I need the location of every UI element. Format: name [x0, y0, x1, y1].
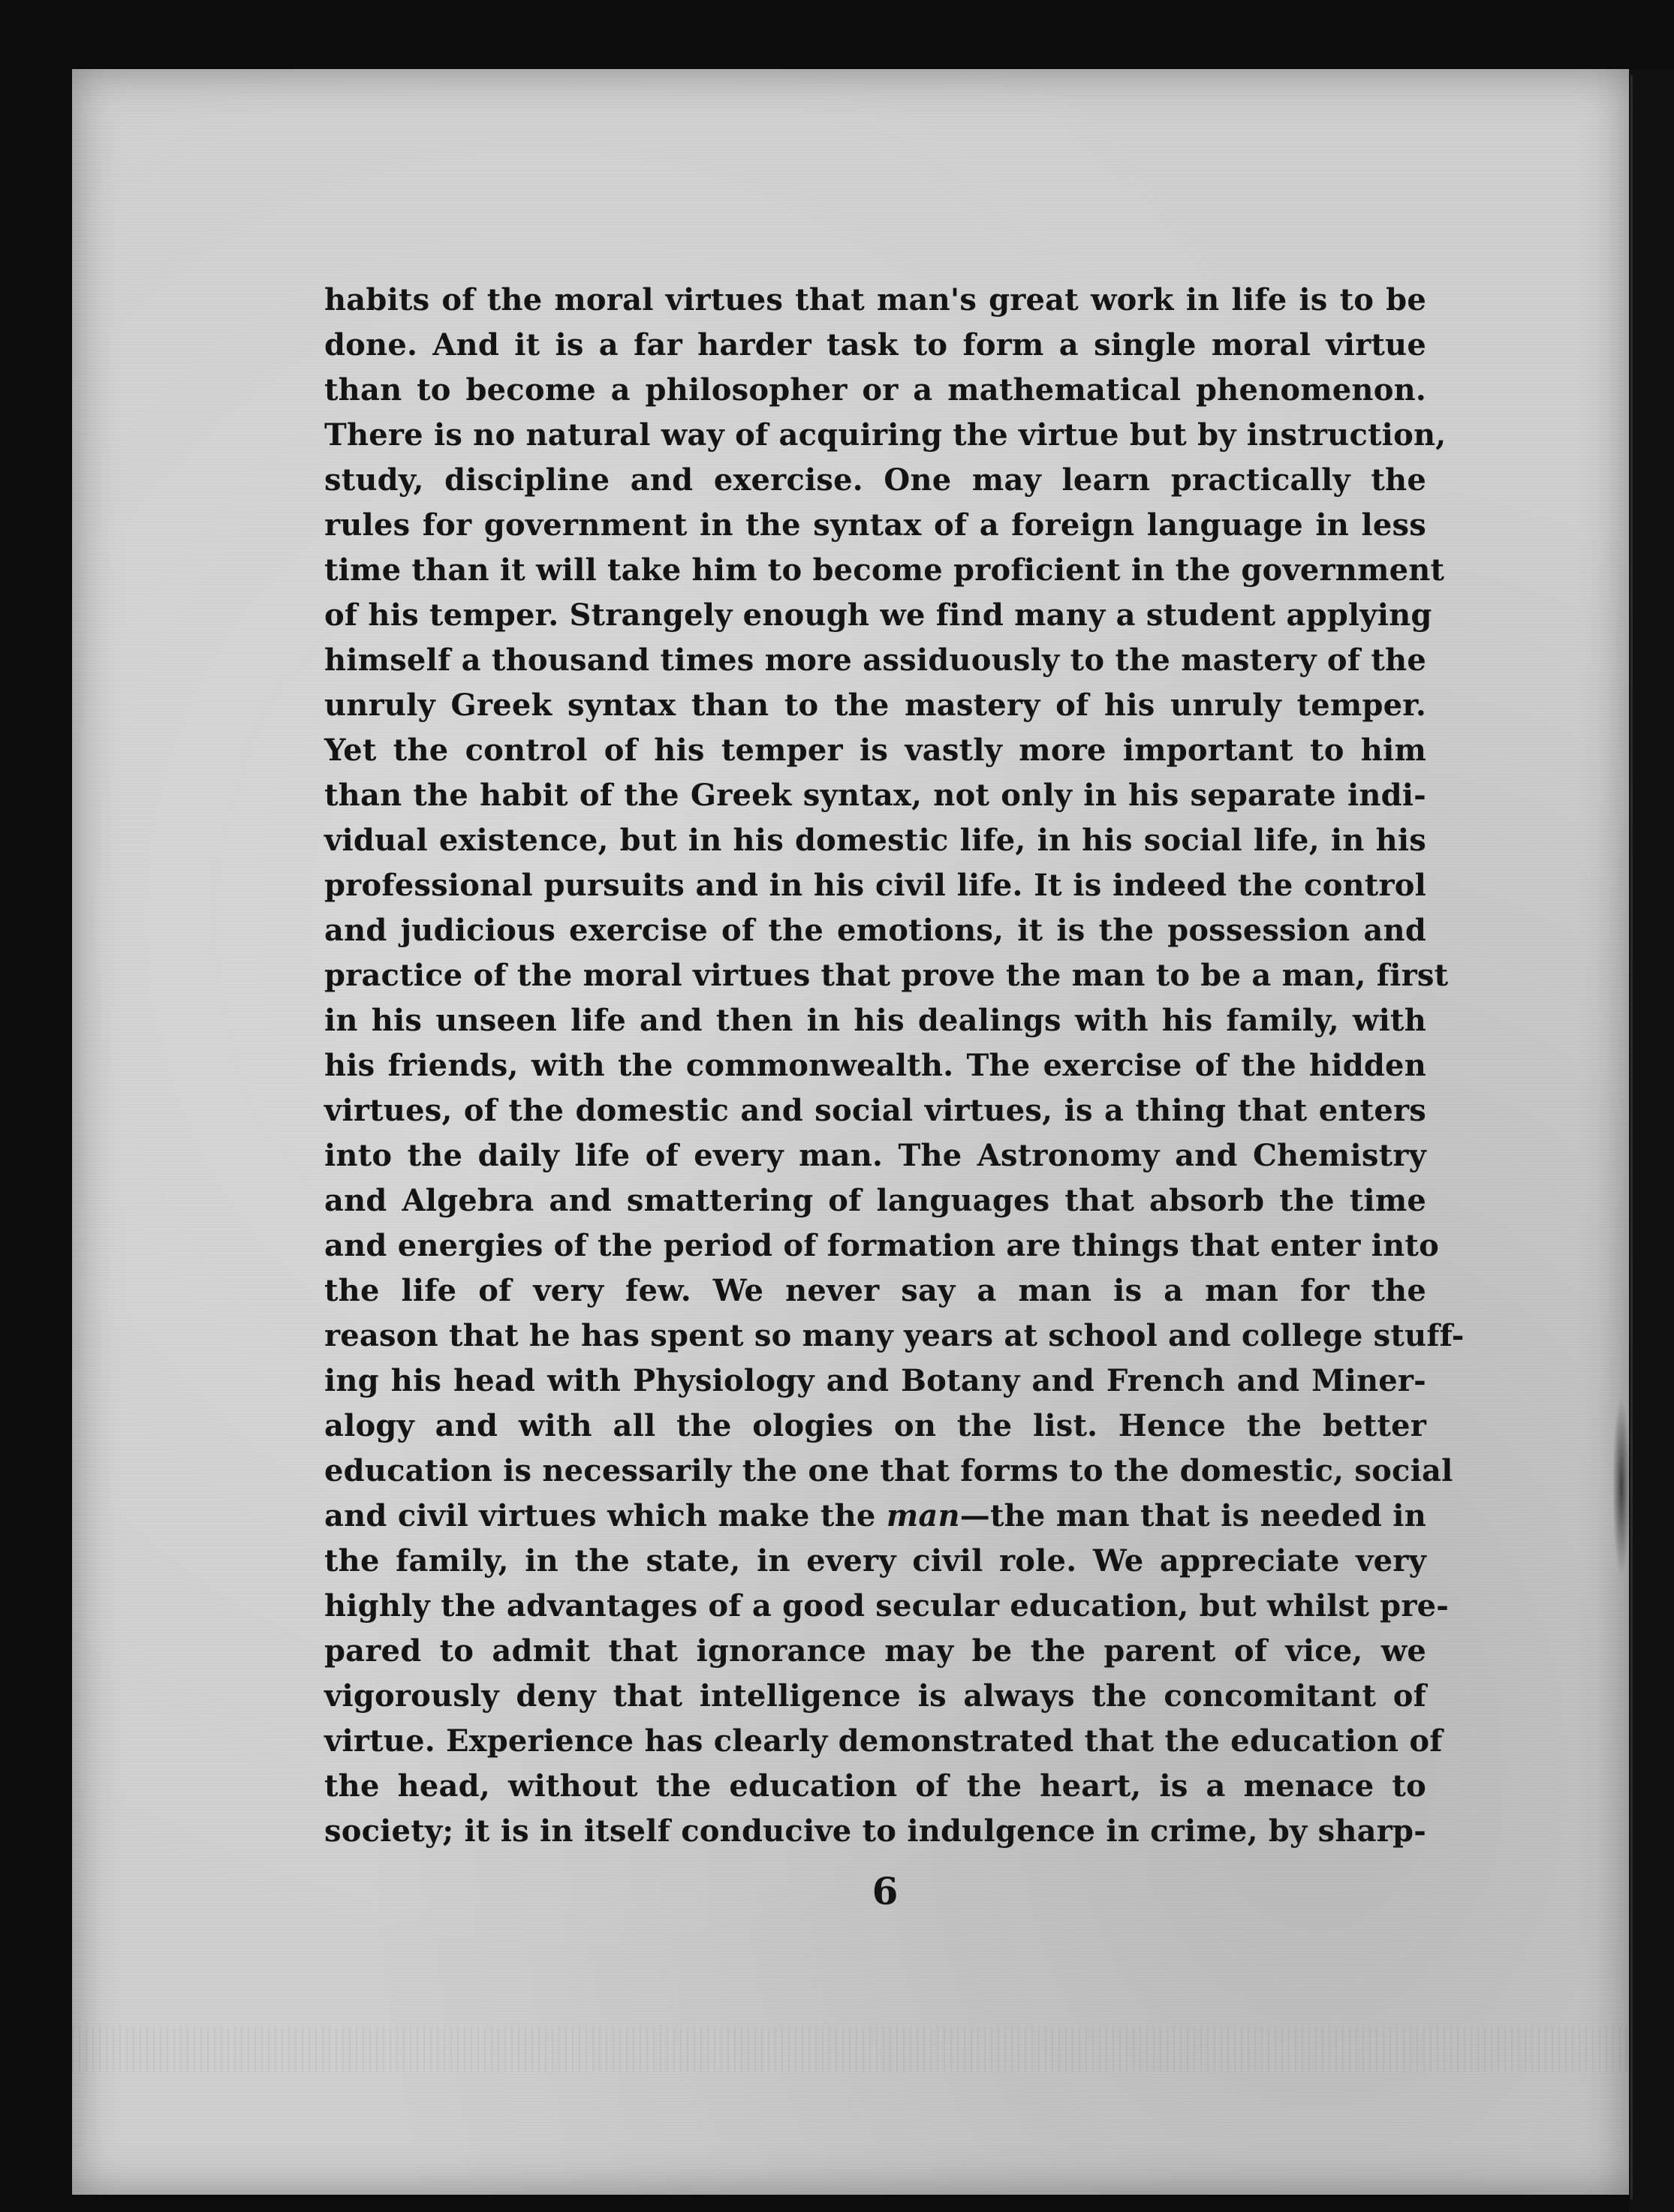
text-line: reason that he has spent so many years at school and college stuff-: [324, 1318, 1465, 1353]
text-line: the family, in the state, in every civil role. We appreciate very: [324, 1543, 1426, 1578]
text-line: done. And it is a far harder task to form a single moral virtue: [324, 327, 1426, 363]
text-line: ing his head with Physiology and Botany and French and Miner-: [324, 1363, 1426, 1398]
text-line: professional pursuits and in his civil life. It is indeed the control: [324, 868, 1426, 903]
text-line: vidual existence, but in his domestic life, in his social life, in his: [324, 823, 1426, 858]
text-line: of his temper. Strangely enough we find many a student applying: [324, 597, 1432, 633]
text-line: virtues, of the domestic and social virtues, is a thing that enters: [324, 1093, 1426, 1128]
text-line: alogy and with all the ologies on the list. Hence the better: [324, 1408, 1426, 1443]
text-run: and civil virtues which make the: [324, 1498, 887, 1533]
text-line: himself a thousand times more assiduously to the mastery of the: [324, 643, 1426, 678]
scan-smudge: [1612, 1396, 1630, 1576]
italic-word: man: [886, 1498, 960, 1533]
text-line: rules for government in the syntax of a foreign language in less: [324, 507, 1426, 543]
text-line: vigorously deny that intelligence is always the concomitant of: [324, 1678, 1426, 1714]
text-line: and judicious exercise of the emotions, it is the possession and: [324, 913, 1426, 948]
text-line: and energies of the period of formation are things that enter into: [324, 1228, 1439, 1263]
text-line: There is no natural way of acquiring the virtue but by instruction,: [324, 417, 1447, 453]
scan-artifact-band: [72, 2027, 1629, 2072]
text-line: practice of the moral virtues that prove the man to be a man, first: [324, 958, 1449, 993]
text-line: the head, without the education of the heart, is a menace to: [324, 1768, 1426, 1804]
text-line: habits of the moral virtues that man's great work in life is to be: [324, 282, 1426, 318]
text-line: pared to admit that ignorance may be the parent of vice, we: [324, 1633, 1426, 1669]
text-line: into the daily life of every man. The Astronomy and Chemistry: [324, 1138, 1426, 1173]
text-line: education is necessarily the one that forms to the domestic, social: [324, 1453, 1453, 1488]
text-line: the life of very few. We never say a man is a man for the: [324, 1273, 1426, 1308]
text-run: —the man that is needed in: [959, 1498, 1426, 1533]
text-line: time than it will take him to become proficient in the government: [324, 552, 1445, 588]
text-line: Yet the control of his temper is vastly more important to him: [324, 733, 1426, 768]
text-line: and Algebra and smattering of languages that absorb the time: [324, 1183, 1426, 1218]
text-line: than the habit of the Greek syntax, not only in his separate indi-: [324, 778, 1426, 813]
text-line: than to become a philosopher or a mathematical phenomenon.: [324, 372, 1426, 408]
text-line-with-italic: [324, 1494, 1426, 1539]
text-line: in his unseen life and then in his dealings with his family, with: [324, 1003, 1426, 1038]
body-text: [324, 278, 1465, 1854]
page-number: 6: [872, 1869, 899, 1913]
text-line: society; it is in itself conducive to indulgence in crime, by sharp-: [324, 1813, 1426, 1849]
text-line: highly the advantages of a good secular education, but whilst pre-: [324, 1588, 1450, 1624]
text-line: study, discipline and exercise. One may learn practically the: [324, 462, 1426, 498]
text-line: his friends, with the commonwealth. The exercise of the hidden: [324, 1048, 1426, 1083]
text-line: unruly Greek syntax than to the mastery of his unruly temper.: [324, 688, 1426, 723]
text-line: virtue. Experience has clearly demonstrated that the education of: [324, 1723, 1443, 1759]
